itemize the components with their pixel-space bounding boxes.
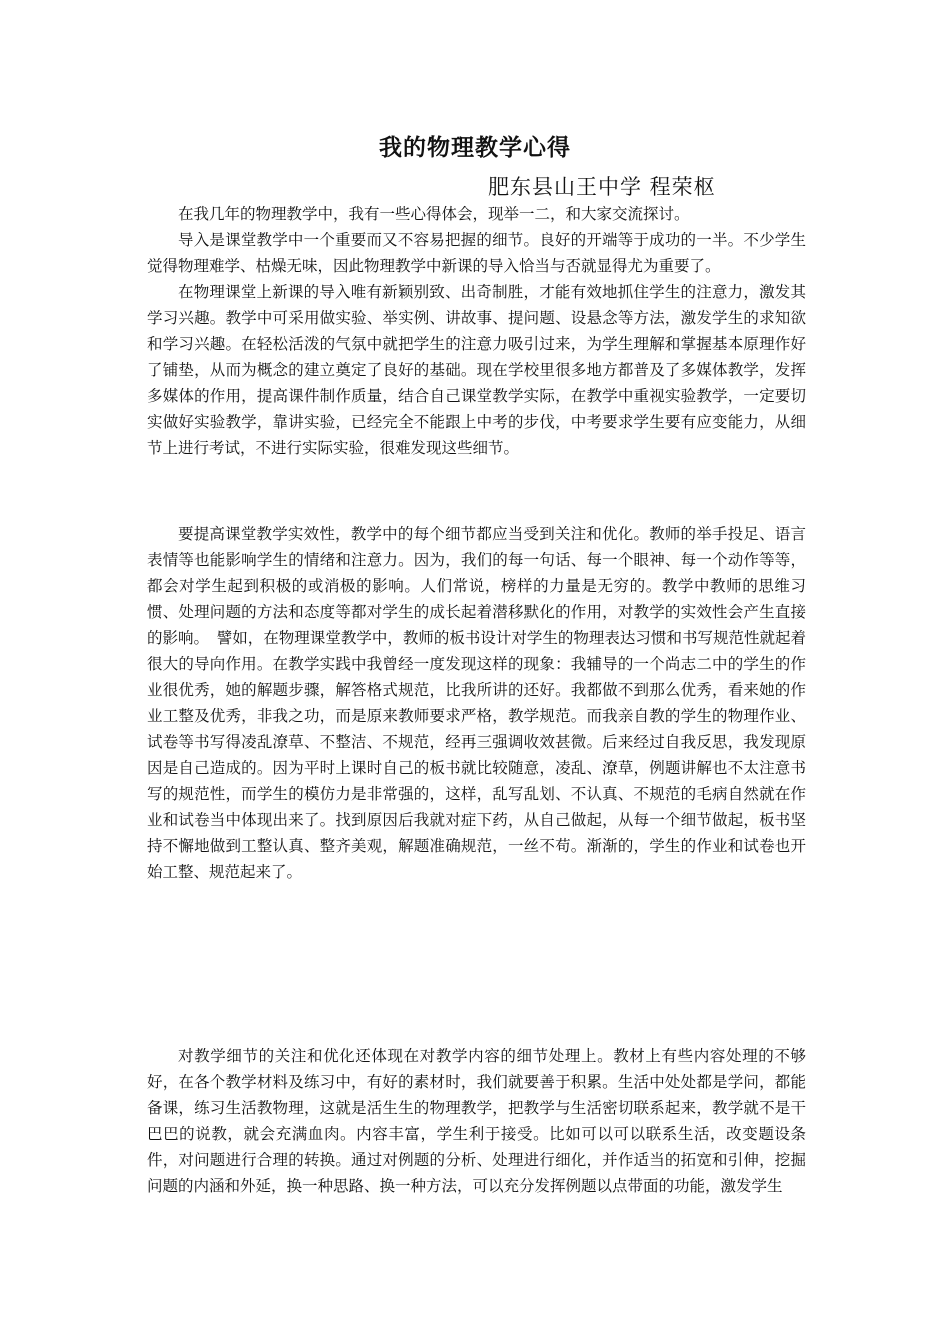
paragraph: 要提高课堂教学实效性，教学中的每个细节都应当受到关注和优化。教师的举手投足、语言表情等也能影响学生的情绪和注意力。因为，我们的每一句话、每一个眼神、每一个动作等等，都会对学生起到积极的或消极的影响。人们常说，榜样的力量是无穷的。教学中教师的思维习惯、处理问题的方法和态度等都对学生的成长起着潜移默化的作用，对教学的实效性会产生直接的影响。 譬如，在物理课堂教学中，教师的板书设计对学生的物理表达习惯和书写规范性就起着很大的导向作用。在教学实践中我曾经一度发现这样的现象：我辅导的一个尚志二中的学生的作业很优秀，她的解题步骤，解答格式规范，比我所讲的还好。我都做不到那么优秀，看来她的作业工整及优秀，非我之功，而是原来教师要求严格，教学规范。而我亲自教的学生的物理作业、试卷等书写得凌乱潦草、不整洁、不规范，经再三强调收效甚微。后来经过自我反思，我发现原因是自己造成的。因为平时上课时自己的板书就比较随意，凌乱、潦草，例题讲解也不太注意书写的规范性，而学生的模仿力是非常强的，这样，乱写乱划、不认真、不规范的毛病自然就在作业和试卷当中体现出来了。找到原因后我就对症下药，从自己做起，从每一个细节做起，板书坚持不懈地做到工整认真、整齐美观，解题准确规范，一丝不苟。渐渐的，学生的作业和试卷也开始工整、规范起来了。 [147, 525, 806, 881]
paragraph: 在我几年的物理教学中，我有一些心得体会，现举一二，和大家交流探讨。 [178, 205, 690, 223]
body-section-teacher-example [147, 521, 806, 885]
body-section-content-details [147, 1043, 806, 1199]
body-section-intro [147, 201, 806, 461]
document-title: 我的物理教学心得 [379, 135, 571, 161]
paragraph: 在物理课堂上新课的导入唯有新颖别致、出奇制胜，才能有效地抓住学生的注意力，激发其学习兴趣。教学中可采用做实验、举实例、讲故事、提问题、设悬念等方法，激发学生的求知欲和学习兴趣。在轻松活泼的气氛中就把学生的注意力吸引过来，为学生理解和掌握基本原理作好了铺垫，从而为概念的建立奠定了良好的基础。现在学校里很多地方都普及了多媒体教学，发挥多媒体的作用，提高课件制作质量，结合自己课堂教学实际，在教学中重视实验教学，一定要切实做好实验教学，靠讲实验，已经完全不能跟上中考的步伐，中考要求学生要有应变能力，从细节上进行考试，不进行实际实验，很难发现这些细节。 [147, 283, 806, 457]
author-line: 肥东县山王中学 程荣枢 [488, 175, 716, 199]
paragraph: 导入是课堂教学中一个重要而又不容易把握的细节。良好的开端等于成功的一半。不少学生觉得物理难学、枯燥无味，因此物理教学中新课的导入恰当与否就显得尤为重要了。 [147, 231, 806, 275]
paragraph: 对教学细节的关注和优化还体现在对教学内容的细节处理上。教材上有些内容处理的不够好，在各个教学材料及练习中，有好的素材时，我们就要善于积累。生活中处处都是学问，都能备课，练习生活教物理，这就是活生生的物理教学，把教学与生活密切联系起来，教学就不是干巴巴的说教，就会充满血肉。内容丰富，学生利于接受。比如可以可以联系生活，改变题设条件，对问题进行合理的转换。通过对例题的分析、处理进行细化，并作适当的拓宽和引伸，挖掘问题的内涵和外延，换一种思路、换一种方法，可以充分发挥例题以点带面的功能，激发学生 [147, 1047, 806, 1195]
